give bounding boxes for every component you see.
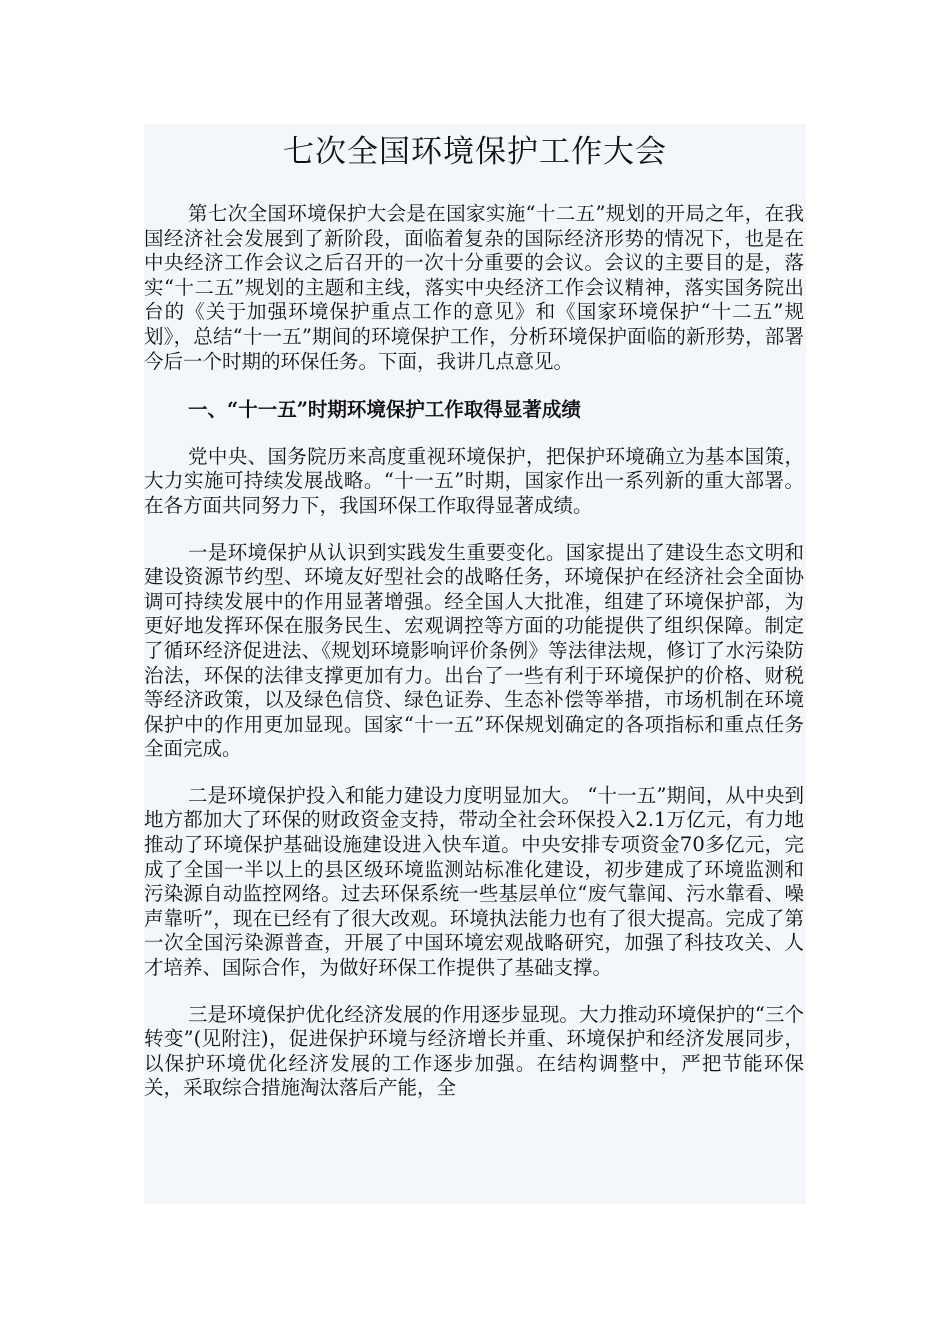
paragraph-section1-intro: 党中央、国务院历来高度重视环境保护，把保护环境确立为基本国策，大力实施可持续发展战略。“十一五”时期，国家作出一系列新的重大部署。在各方面共同努力下，我国环保工作取得显著成绩。 — [144, 444, 804, 517]
document-title: 七次全国环境保护工作大会 — [283, 134, 667, 170]
paragraph-point-1: 一是环境保护从认识到实践发生重要变化。国家提出了建设生态文明和建设资源节约型、环境友好型社会的战略任务，环境保护在经济社会全面协调可持续发展中的作用显著增强。经全国人大批准，组建了环境保护部，为更好地发挥环保在服务民生、宏观调控等方面的功能提供了组织保障。制定了循环经济促进法、《规划环境影响评价条例》等法律法规，修订了水污染防治法，环保的法律支撑更加有力。出台了一些有利于环境保护的价格、财税等经济政策，以及绿色信贷、绿色证券、生态补偿等举措，市场机制在环境保护中的作用更加显现。国家“十一五”环保规划确定的各项指标和重点任务全面完成。 — [144, 540, 804, 761]
document-page — [144, 124, 806, 1204]
paragraph-intro: 第七次全国环境保护大会是在国家实施“十二五”规划的开局之年，在我国经济社会发展到了新阶段，面临着复杂的国际经济形势的情况下，也是在中央经济工作会议之后召开的一次十分重要的会议。会议的主要目的是，落实“十二五”规划的主题和主线，落实中央经济工作会议精神，落实国务院出台的《关于加强环境保护重点工作的意见》和《国家环境保护“十二五”规划》，总结“十一五”期间的环境保护工作，分析环境保护面临的新形势，部署今后一个时期的环保任务。下面，我讲几点意见。 — [144, 202, 804, 373]
paragraph-point-2: 二是环境保护投入和能力建设力度明显加大。 “十一五”期间，从中央到地方都加大了环保的财政资金支持，带动全社会环保投入2.1万亿元，有力地推动了环境保护基础设施建设进入快车道。中央安排专项资金70多亿元，完成了全国一半以上的县区级环境监测站标准化建设，初步建成了环境监测和污染源自动监控网络。过去环保系统一些基层单位“废气靠闻、污水靠看、噪声靠听”，现在已经有了很大改观。环境执法能力也有了很大提高。完成了第一次全国污染源普查，开展了中国环境宏观战略研究，加强了科技攻关、人才培养、国际合作，为做好环保工作提供了基础支撑。 — [144, 783, 804, 980]
section-heading-1: 一、“十一五”时期环境保护工作取得显著成绩 — [188, 398, 581, 422]
paragraph-point-3: 三是环境保护优化经济发展的作用逐步显现。大力推动环境保护的“三个转变”(见附注)，促进保护环境与经济增长并重、环境保护和经济发展同步，以保护环境优化经济发展的工作逐步加强。在结构调整中，严把节能环保关，采取综合措施淘汰落后产能，全 — [144, 1002, 804, 1100]
